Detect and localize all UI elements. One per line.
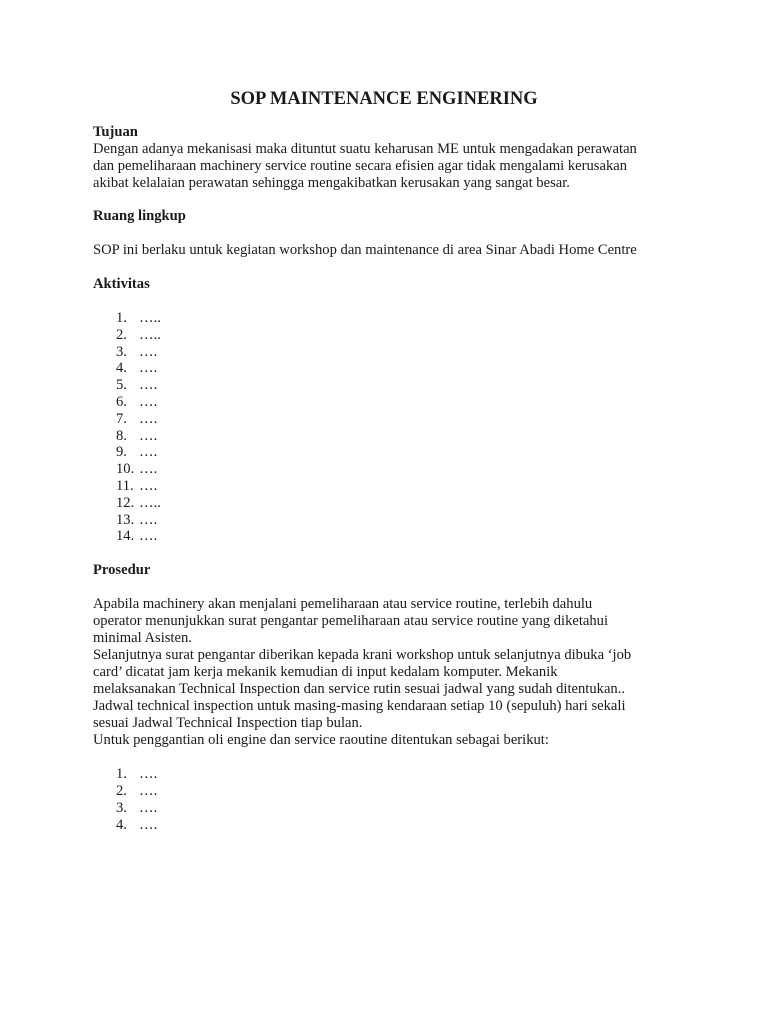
list-item-text: ….: [139, 360, 158, 377]
section-heading-aktivitas: Aktivitas: [93, 276, 150, 292]
list-item: [93, 444, 693, 461]
list-item: [93, 327, 693, 344]
section-prosedur: [93, 562, 693, 833]
prosedur-line: Apabila machinery akan menjalani pemeliharaan atau service routine, terlebih dahulu: [93, 596, 593, 613]
list-item: [93, 344, 693, 361]
list-item-text: ….: [139, 511, 158, 528]
list-item: [93, 360, 693, 377]
prosedur-list: [93, 766, 693, 833]
list-item: [93, 817, 693, 834]
list-item: [93, 461, 693, 478]
tujuan-line: Dengan adanya mekanisasi maka dituntut suatu keharusan ME untuk mengadakan perawatan: [93, 141, 637, 157]
list-item-number: 2.: [116, 782, 127, 799]
list-item-number: 10.: [116, 461, 135, 478]
section-aktivitas: [93, 276, 693, 545]
list-item-number: 5.: [116, 377, 127, 394]
document-title: SOP MAINTENANCE ENGINERING: [230, 89, 538, 109]
list-item: [93, 783, 693, 800]
tujuan-line: akibat kelalaian perawatan sehingga mengakibatkan kerusakan yang sangat besar.: [93, 175, 570, 191]
list-item-text: ….: [139, 377, 158, 394]
list-item-text: ….: [139, 766, 158, 783]
list-item-number: 1.: [116, 310, 127, 326]
document-page: [93, 88, 693, 833]
list-item-text: ….: [139, 410, 158, 427]
list-item: [93, 766, 693, 783]
list-item-number: 1.: [116, 766, 127, 783]
section-tujuan: [93, 124, 693, 192]
list-item-number: 7.: [116, 410, 127, 427]
list-item-text: …..: [139, 326, 161, 343]
section-ruang-lingkup: [93, 208, 693, 259]
list-item-text: ….: [139, 393, 158, 410]
list-item: [93, 478, 693, 495]
list-item-text: ….: [139, 816, 158, 833]
aktivitas-list: [93, 310, 693, 545]
list-item-number: 6.: [116, 393, 127, 410]
list-item-text: ….: [139, 427, 158, 444]
list-item-number: 4.: [116, 360, 127, 377]
prosedur-line: operator menunjukkan surat pengantar pemeliharaan atau service routine yang diketahui: [93, 613, 609, 630]
list-item: [93, 512, 693, 529]
list-item-text: ….: [139, 799, 158, 816]
list-item: [93, 800, 693, 817]
list-item-number: 3.: [116, 343, 127, 360]
list-item-number: 11.: [116, 477, 134, 494]
list-item: [93, 394, 693, 411]
list-item-text: …..: [139, 310, 161, 326]
prosedur-line: Selanjutnya surat pengantar diberikan kepada krani workshop untuk selanjutnya dibuka ‘job: [93, 647, 632, 664]
prosedur-line: Untuk penggantian oli engine dan service raoutine ditentukan sebagai berikut:: [93, 732, 549, 749]
prosedur-line: minimal Asisten.: [93, 630, 192, 647]
list-item-number: 12.: [116, 494, 135, 511]
tujuan-line: dan pemeliharaan machinery service routine secara efisien agar tidak mengalami kerusakan: [93, 158, 628, 174]
list-item: [93, 528, 693, 545]
prosedur-line: card’ dicatat jam kerja mekanik kemudian di input kedalam komputer. Mekanik: [93, 664, 558, 681]
list-item: [93, 495, 693, 512]
list-item: [93, 428, 693, 445]
list-item-number: 14.: [116, 528, 135, 545]
list-item-number: 8.: [116, 427, 127, 444]
section-heading-ruang-lingkup: Ruang lingkup: [93, 208, 186, 224]
list-item: [93, 310, 693, 327]
prosedur-line: Jadwal technical inspection untuk masing-masing kendaraan setiap 10 (sepuluh) hari sekali: [93, 698, 626, 715]
list-item-number: 3.: [116, 799, 127, 816]
section-heading-tujuan: Tujuan: [93, 124, 138, 140]
list-item-text: ….: [139, 528, 158, 545]
list-item-number: 13.: [116, 511, 135, 528]
list-item: [93, 377, 693, 394]
list-item-text: ….: [139, 343, 158, 360]
list-item-text: ….: [139, 477, 158, 494]
list-item-text: ….: [139, 461, 158, 478]
list-item-text: ….: [139, 782, 158, 799]
prosedur-line: sesuai Jadwal Technical Inspection tiap bulan.: [93, 715, 363, 732]
list-item-text: ….: [139, 444, 158, 461]
list-item-number: 2.: [116, 326, 127, 343]
list-item: [93, 411, 693, 428]
section-heading-prosedur: Prosedur: [93, 562, 151, 579]
list-item-number: 4.: [116, 816, 127, 833]
prosedur-line: melaksanakan Technical Inspection dan service rutin sesuai jadwal yang sudah ditentukan..: [93, 681, 626, 698]
list-item-number: 9.: [116, 444, 127, 461]
list-item-text: …..: [139, 494, 161, 511]
ruang-lingkup-text: SOP ini berlaku untuk kegiatan workshop dan maintenance di area Sinar Abadi Home Centre: [93, 242, 637, 258]
